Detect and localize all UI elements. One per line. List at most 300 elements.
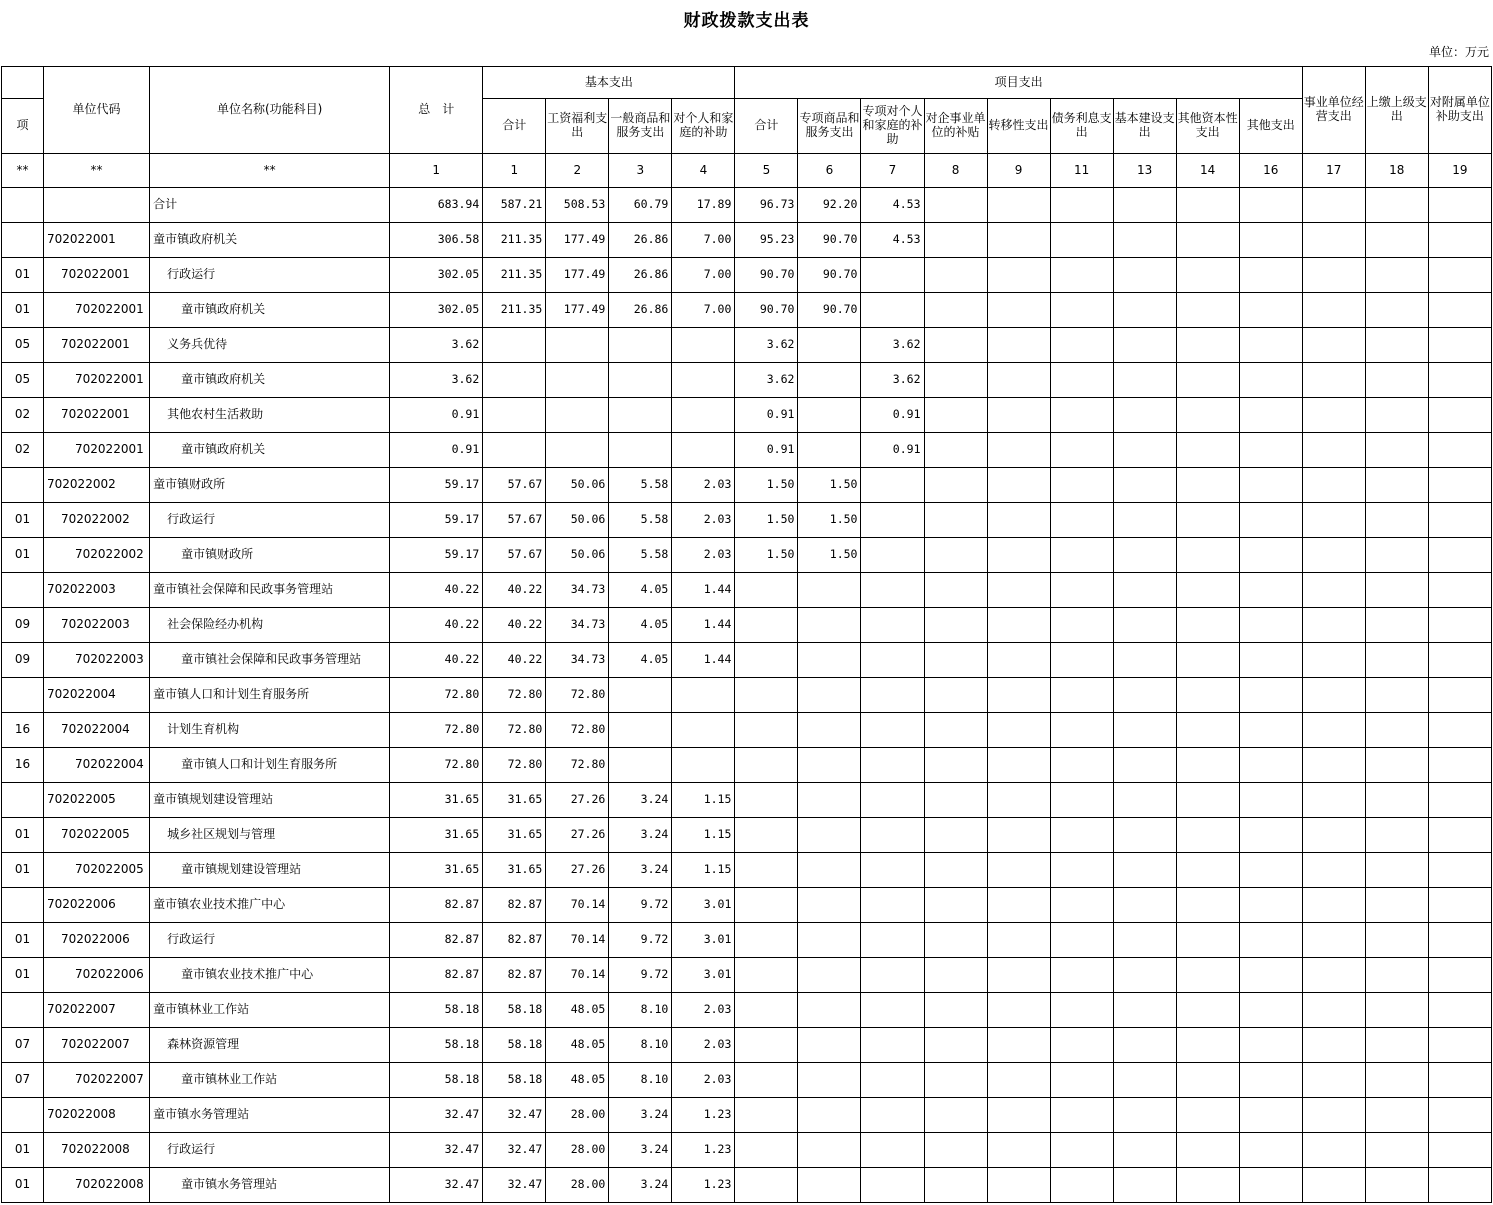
unit-name-cell: 童市镇政府机关 <box>150 433 390 468</box>
value-cell <box>861 608 924 643</box>
value-cell: 72.80 <box>483 713 546 748</box>
value-cell <box>1365 503 1428 538</box>
value-cell <box>924 608 987 643</box>
xiang-cell <box>2 573 44 608</box>
value-cell: 72.80 <box>390 678 483 713</box>
table-row <box>2 1133 1492 1168</box>
unit-code-cell: 702022001 <box>44 293 150 328</box>
value-cell: 508.53 <box>546 188 609 223</box>
value-cell: 3.24 <box>609 853 672 888</box>
value-cell <box>1302 503 1365 538</box>
index-cell: 3 <box>609 154 672 188</box>
value-cell <box>1365 258 1428 293</box>
index-cell: 2 <box>546 154 609 188</box>
value-cell: 90.70 <box>798 223 861 258</box>
value-cell: 2.03 <box>672 468 735 503</box>
value-cell <box>1428 573 1491 608</box>
value-cell <box>1365 293 1428 328</box>
value-cell: 48.05 <box>546 1028 609 1063</box>
value-cell <box>483 398 546 433</box>
value-cell <box>1176 608 1239 643</box>
xiang-cell: 01 <box>2 923 44 958</box>
value-cell <box>1176 993 1239 1028</box>
header-project-sub: 合计 <box>735 99 798 154</box>
value-cell <box>1050 1028 1113 1063</box>
value-cell <box>1176 643 1239 678</box>
value-cell <box>1239 853 1302 888</box>
unit-code-cell: 702022001 <box>44 223 150 258</box>
value-cell <box>1113 748 1176 783</box>
table-row <box>2 328 1492 363</box>
value-cell <box>1113 223 1176 258</box>
value-cell <box>735 678 798 713</box>
value-cell: 28.00 <box>546 1168 609 1203</box>
xiang-cell: 02 <box>2 433 44 468</box>
value-cell <box>924 1028 987 1063</box>
value-cell: 48.05 <box>546 1063 609 1098</box>
value-cell <box>1113 1168 1176 1203</box>
value-cell <box>1365 468 1428 503</box>
value-cell <box>924 783 987 818</box>
value-cell <box>1113 503 1176 538</box>
value-cell <box>798 1133 861 1168</box>
unit-code-cell: 702022003 <box>44 608 150 643</box>
value-cell: 31.65 <box>483 783 546 818</box>
value-cell <box>1239 188 1302 223</box>
value-cell <box>798 678 861 713</box>
value-cell: 3.62 <box>861 363 924 398</box>
value-cell <box>1176 468 1239 503</box>
value-cell: 82.87 <box>483 888 546 923</box>
value-cell <box>1176 1098 1239 1133</box>
index-cell: 13 <box>1113 154 1176 188</box>
value-cell: 40.22 <box>483 573 546 608</box>
unit-name-cell: 行政运行 <box>150 503 390 538</box>
value-cell <box>1050 958 1113 993</box>
value-cell <box>987 538 1050 573</box>
unit-code-cell: 702022008 <box>44 1098 150 1133</box>
value-cell: 90.70 <box>735 258 798 293</box>
value-cell <box>924 188 987 223</box>
value-cell: 92.20 <box>798 188 861 223</box>
value-cell: 57.67 <box>483 468 546 503</box>
value-cell <box>987 573 1050 608</box>
value-cell <box>1113 538 1176 573</box>
value-cell: 4.05 <box>609 573 672 608</box>
value-cell <box>798 713 861 748</box>
value-cell: 60.79 <box>609 188 672 223</box>
unit-name-cell: 童市镇人口和计划生育服务所 <box>150 748 390 783</box>
value-cell: 587.21 <box>483 188 546 223</box>
index-cell: 19 <box>1428 154 1491 188</box>
value-cell: 3.24 <box>609 1098 672 1133</box>
value-cell <box>1302 573 1365 608</box>
value-cell <box>1428 538 1491 573</box>
value-cell <box>735 1063 798 1098</box>
value-cell: 1.44 <box>672 608 735 643</box>
value-cell: 3.01 <box>672 923 735 958</box>
value-cell: 70.14 <box>546 923 609 958</box>
value-cell <box>924 468 987 503</box>
value-cell: 26.86 <box>609 223 672 258</box>
value-cell <box>1050 818 1113 853</box>
value-cell: 26.86 <box>609 258 672 293</box>
unit-code-cell: 702022005 <box>44 853 150 888</box>
value-cell <box>1428 293 1491 328</box>
value-cell <box>861 573 924 608</box>
value-cell <box>1113 1098 1176 1133</box>
value-cell: 3.01 <box>672 958 735 993</box>
value-cell <box>1050 713 1113 748</box>
value-cell <box>1302 398 1365 433</box>
value-cell <box>609 398 672 433</box>
table-row <box>2 433 1492 468</box>
value-cell <box>987 328 1050 363</box>
value-cell: 27.26 <box>546 783 609 818</box>
value-cell <box>1239 328 1302 363</box>
value-cell: 1.50 <box>798 468 861 503</box>
value-cell <box>1428 643 1491 678</box>
value-cell <box>1428 398 1491 433</box>
value-cell <box>798 1098 861 1133</box>
value-cell <box>798 1063 861 1098</box>
unit-name-cell: 行政运行 <box>150 1133 390 1168</box>
unit-name-cell: 合计 <box>150 188 390 223</box>
value-cell <box>1365 433 1428 468</box>
value-cell <box>1302 993 1365 1028</box>
header-project-sub: 对企事业单位的补贴 <box>924 99 987 154</box>
value-cell <box>672 713 735 748</box>
xiang-cell: 16 <box>2 748 44 783</box>
xiang-cell: 01 <box>2 1168 44 1203</box>
value-cell: 0.91 <box>735 433 798 468</box>
header-project-sub: 其他资本性支出 <box>1176 99 1239 154</box>
value-cell <box>1428 1098 1491 1133</box>
value-cell: 59.17 <box>390 468 483 503</box>
value-cell <box>1302 1063 1365 1098</box>
value-cell: 72.80 <box>483 748 546 783</box>
value-cell <box>924 258 987 293</box>
value-cell: 57.67 <box>483 503 546 538</box>
value-cell: 58.18 <box>390 1063 483 1098</box>
value-cell <box>1176 223 1239 258</box>
value-cell <box>1050 1098 1113 1133</box>
value-cell <box>1176 713 1239 748</box>
value-cell <box>1176 1028 1239 1063</box>
value-cell <box>735 783 798 818</box>
value-cell <box>1176 748 1239 783</box>
index-cell: 1 <box>483 154 546 188</box>
value-cell <box>1050 468 1113 503</box>
value-cell: 34.73 <box>546 608 609 643</box>
value-cell <box>1176 818 1239 853</box>
table-row <box>2 643 1492 678</box>
value-cell: 34.73 <box>546 643 609 678</box>
value-cell <box>1428 258 1491 293</box>
value-cell <box>1113 293 1176 328</box>
value-cell <box>483 328 546 363</box>
xiang-cell <box>2 188 44 223</box>
value-cell: 2.03 <box>672 1028 735 1063</box>
value-cell <box>1113 363 1176 398</box>
value-cell: 5.58 <box>609 538 672 573</box>
value-cell: 57.67 <box>483 538 546 573</box>
value-cell <box>1239 1168 1302 1203</box>
value-cell <box>861 643 924 678</box>
value-cell <box>1176 258 1239 293</box>
value-cell <box>1050 573 1113 608</box>
value-cell <box>798 783 861 818</box>
value-cell <box>1113 573 1176 608</box>
value-cell <box>735 1098 798 1133</box>
value-cell <box>987 223 1050 258</box>
value-cell <box>924 958 987 993</box>
value-cell <box>1428 923 1491 958</box>
value-cell <box>798 643 861 678</box>
index-cell: 16 <box>1239 154 1302 188</box>
value-cell <box>924 748 987 783</box>
index-cell: 14 <box>1176 154 1239 188</box>
value-cell: 1.50 <box>735 538 798 573</box>
unit-name-cell: 城乡社区规划与管理 <box>150 818 390 853</box>
value-cell <box>1176 573 1239 608</box>
value-cell: 1.50 <box>798 503 861 538</box>
unit-label: 单位：万元 <box>1428 45 1489 59</box>
value-cell <box>861 293 924 328</box>
value-cell: 26.86 <box>609 293 672 328</box>
value-cell <box>1428 748 1491 783</box>
table-row <box>2 1098 1492 1133</box>
value-cell: 7.00 <box>672 258 735 293</box>
xiang-cell: 16 <box>2 713 44 748</box>
unit-name-cell: 其他农村生活救助 <box>150 398 390 433</box>
xiang-cell <box>2 223 44 258</box>
value-cell <box>546 328 609 363</box>
value-cell <box>987 993 1050 1028</box>
index-cell: ** <box>44 154 150 188</box>
value-cell <box>1239 923 1302 958</box>
unit-name-cell: 行政运行 <box>150 258 390 293</box>
value-cell: 9.72 <box>609 923 672 958</box>
value-cell <box>987 748 1050 783</box>
value-cell: 58.18 <box>483 1028 546 1063</box>
header-unit-name: 单位名称(功能科目) <box>150 67 390 154</box>
value-cell <box>798 328 861 363</box>
value-cell <box>672 398 735 433</box>
value-cell <box>861 783 924 818</box>
value-cell <box>1302 433 1365 468</box>
unit-code-cell: 702022002 <box>44 538 150 573</box>
table-row <box>2 468 1492 503</box>
value-cell <box>987 363 1050 398</box>
value-cell <box>1428 468 1491 503</box>
value-cell <box>1050 433 1113 468</box>
value-cell: 0.91 <box>861 398 924 433</box>
value-cell <box>609 433 672 468</box>
value-cell <box>1050 1133 1113 1168</box>
value-cell <box>924 643 987 678</box>
value-cell <box>1365 1098 1428 1133</box>
value-cell <box>1302 748 1365 783</box>
index-cell: 1 <box>390 154 483 188</box>
value-cell <box>1365 223 1428 258</box>
value-cell: 48.05 <box>546 993 609 1028</box>
value-cell <box>1428 678 1491 713</box>
unit-code-cell: 702022001 <box>44 363 150 398</box>
value-cell: 9.72 <box>609 958 672 993</box>
value-cell <box>861 888 924 923</box>
unit-name-cell: 森林资源管理 <box>150 1028 390 1063</box>
header-project-sub: 专项商品和服务支出 <box>798 99 861 154</box>
unit-code-cell: 702022006 <box>44 888 150 923</box>
value-cell <box>798 573 861 608</box>
value-cell <box>1428 1168 1491 1203</box>
value-cell: 32.47 <box>390 1098 483 1133</box>
expenditure-table <box>1 66 1492 1203</box>
value-cell <box>1365 608 1428 643</box>
value-cell <box>1050 363 1113 398</box>
table-row <box>2 573 1492 608</box>
value-cell: 27.26 <box>546 853 609 888</box>
value-cell <box>861 923 924 958</box>
unit-name-cell: 童市镇社会保障和民政事务管理站 <box>150 573 390 608</box>
index-cell: 18 <box>1365 154 1428 188</box>
value-cell <box>1302 783 1365 818</box>
value-cell <box>1365 328 1428 363</box>
value-cell <box>1428 713 1491 748</box>
value-cell <box>1365 958 1428 993</box>
value-cell: 1.15 <box>672 853 735 888</box>
value-cell <box>798 853 861 888</box>
value-cell <box>1365 398 1428 433</box>
unit-name-cell: 童市镇林业工作站 <box>150 993 390 1028</box>
value-cell: 32.47 <box>483 1168 546 1203</box>
value-cell <box>735 573 798 608</box>
value-cell <box>924 818 987 853</box>
table-row <box>2 223 1492 258</box>
unit-code-cell: 702022001 <box>44 258 150 293</box>
value-cell: 40.22 <box>483 608 546 643</box>
value-cell <box>798 923 861 958</box>
value-cell <box>1050 328 1113 363</box>
value-cell <box>1365 888 1428 923</box>
value-cell <box>1176 503 1239 538</box>
unit-code-cell: 702022005 <box>44 818 150 853</box>
value-cell <box>1239 433 1302 468</box>
unit-code-cell: 702022006 <box>44 958 150 993</box>
value-cell <box>924 293 987 328</box>
value-cell <box>924 678 987 713</box>
xiang-cell: 01 <box>2 1133 44 1168</box>
value-cell: 90.70 <box>735 293 798 328</box>
table-row <box>2 1168 1492 1203</box>
value-cell <box>1239 678 1302 713</box>
value-cell <box>1239 713 1302 748</box>
value-cell <box>1365 363 1428 398</box>
value-cell <box>1302 223 1365 258</box>
value-cell <box>1428 888 1491 923</box>
value-cell <box>1113 678 1176 713</box>
value-cell <box>1428 993 1491 1028</box>
unit-code-cell: 702022008 <box>44 1133 150 1168</box>
value-cell <box>1113 993 1176 1028</box>
value-cell <box>1428 503 1491 538</box>
value-cell <box>1176 188 1239 223</box>
value-cell: 3.62 <box>861 328 924 363</box>
value-cell <box>924 538 987 573</box>
value-cell <box>1239 363 1302 398</box>
value-cell: 3.62 <box>390 363 483 398</box>
value-cell <box>1176 678 1239 713</box>
value-cell <box>1302 258 1365 293</box>
value-cell <box>1302 643 1365 678</box>
value-cell <box>798 1028 861 1063</box>
table-row <box>2 398 1492 433</box>
value-cell <box>987 783 1050 818</box>
header-shangjiao: 上缴上级支出 <box>1365 67 1428 154</box>
xiang-cell <box>2 888 44 923</box>
value-cell <box>735 748 798 783</box>
value-cell <box>1113 1063 1176 1098</box>
value-cell <box>1050 223 1113 258</box>
value-cell: 82.87 <box>390 958 483 993</box>
index-cell: 6 <box>798 154 861 188</box>
value-cell <box>1365 573 1428 608</box>
value-cell <box>1365 748 1428 783</box>
value-cell <box>1176 1168 1239 1203</box>
unit-code-cell: 702022003 <box>44 643 150 678</box>
index-cell: 9 <box>987 154 1050 188</box>
unit-code-cell: 702022001 <box>44 398 150 433</box>
value-cell <box>987 1098 1050 1133</box>
value-cell <box>1176 1133 1239 1168</box>
value-cell <box>1302 713 1365 748</box>
value-cell: 40.22 <box>390 573 483 608</box>
value-cell: 211.35 <box>483 293 546 328</box>
value-cell: 59.17 <box>390 503 483 538</box>
value-cell <box>987 923 1050 958</box>
value-cell <box>1176 538 1239 573</box>
value-cell <box>1365 1028 1428 1063</box>
value-cell <box>1302 363 1365 398</box>
unit-code-cell <box>44 188 150 223</box>
value-cell: 28.00 <box>546 1133 609 1168</box>
value-cell: 72.80 <box>546 748 609 783</box>
header-project-sub: 其他支出 <box>1239 99 1302 154</box>
value-cell: 4.53 <box>861 188 924 223</box>
value-cell <box>1239 958 1302 993</box>
value-cell: 9.72 <box>609 888 672 923</box>
value-cell <box>798 993 861 1028</box>
value-cell <box>987 1133 1050 1168</box>
value-cell: 72.80 <box>483 678 546 713</box>
value-cell <box>861 503 924 538</box>
table-row <box>2 258 1492 293</box>
value-cell <box>987 503 1050 538</box>
value-cell: 4.53 <box>861 223 924 258</box>
value-cell <box>1113 1028 1176 1063</box>
value-cell: 58.18 <box>483 1063 546 1098</box>
value-cell <box>987 888 1050 923</box>
value-cell: 211.35 <box>483 223 546 258</box>
value-cell <box>987 258 1050 293</box>
value-cell: 1.15 <box>672 783 735 818</box>
value-cell <box>1050 853 1113 888</box>
value-cell <box>987 643 1050 678</box>
value-cell <box>1176 328 1239 363</box>
unit-name-cell: 童市镇农业技术推广中心 <box>150 958 390 993</box>
value-cell: 32.47 <box>390 1133 483 1168</box>
